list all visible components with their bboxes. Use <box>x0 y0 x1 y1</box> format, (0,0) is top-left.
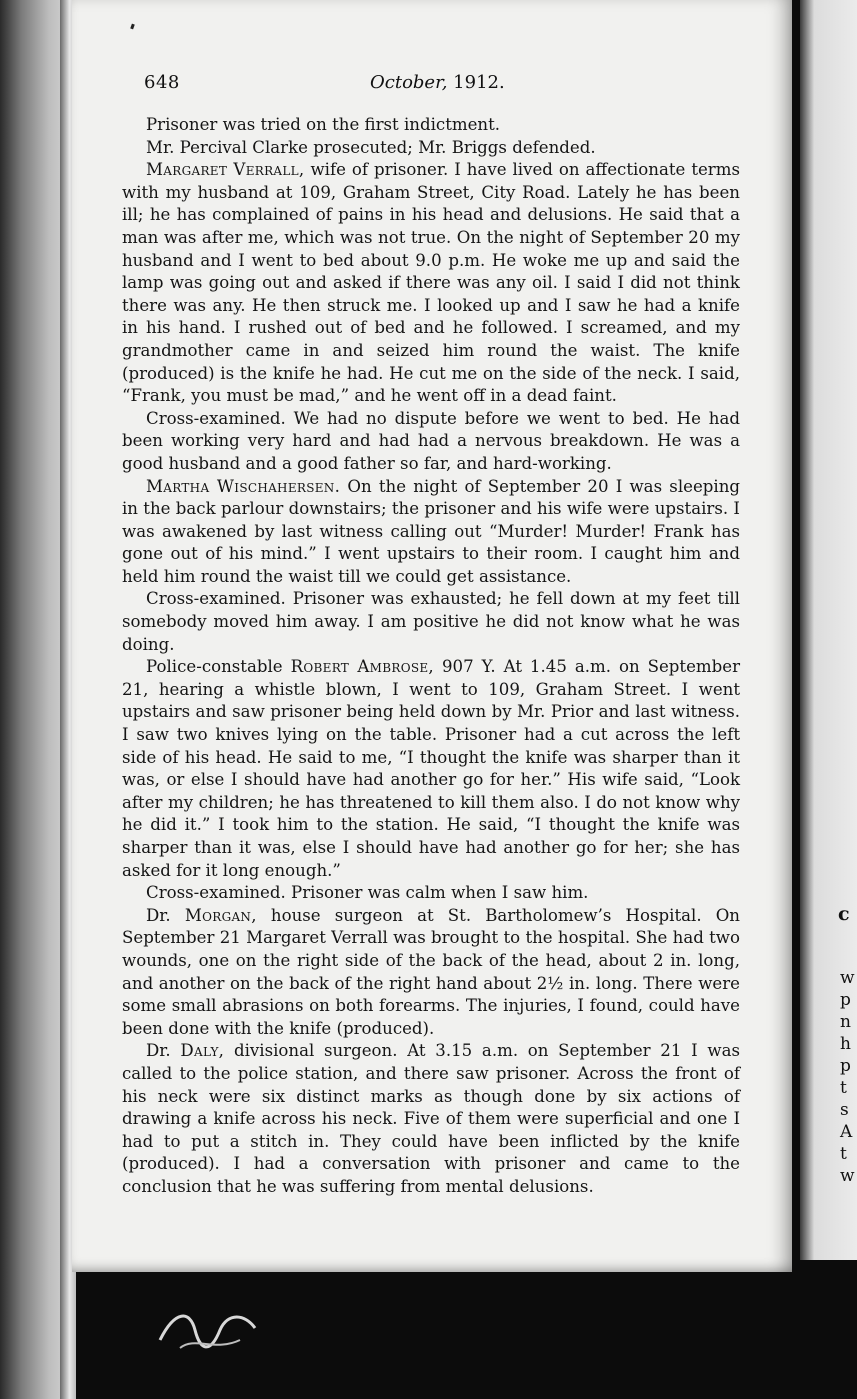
paragraph-text: On the night of September 20 I was sleeping in the back parlour downstairs; the prisoner and his wife were upstairs. I was awakened by last witness calling out “Murder! Murder! Frank has gone out of his mind.” I went upstairs to their room. I caught him and held him round the waist till we could get assistance. <box>122 476 741 586</box>
page-body <box>122 114 740 1199</box>
paragraph <box>122 882 740 905</box>
paragraph-text: divisional surgeon. At 3.15 a.m. on September 21 I was called to the police station, and there saw prisoner. Across the front of his neck were six distinct marks as though done by six actions of drawing a knife across his neck. Five of them were superficial and one I had to put a stitch in. They could have been inflicted by the knife (produced). I had a conversation with prisoner and came to the conclusion that he was suffering from mental delusions. <box>122 1041 740 1196</box>
paragraph <box>122 1040 740 1198</box>
witness-name: Morgan, <box>184 905 257 925</box>
paragraph <box>122 114 740 137</box>
facing-page-fragment: p <box>840 1056 851 1076</box>
paragraph-text: Cross-examined. Prisoner was calm when I saw him. <box>146 883 589 903</box>
witness-name: Robert Ambrose, <box>290 657 434 677</box>
paragraph <box>122 656 740 882</box>
facing-page-fragment: c <box>838 903 850 925</box>
paragraph <box>122 408 740 476</box>
paragraph <box>122 905 740 1041</box>
facing-page-fragment: n <box>840 1012 851 1032</box>
paragraph-text: 907 Y. At 1.45 a.m. on September 21, hearing a whistle blown, I went to 109, Graham Street. I went upstairs and saw prisoner being held down by Mr. Prior and last witness. I saw two knives lying on the table. Prisoner had a cut across the left side of his head. He said to me, “I thought the knife was sharper than it was, or else I should have had another go for her.” His wife said, “Look after my children; he has threatened to kill them also. I do not know why he did it.” I took him to the station. He said, “I thought the knife was sharper than it was, else I should have had another go for her; she has asked for it long enough.” <box>122 657 741 880</box>
paragraph <box>122 137 740 160</box>
facing-page-fragment: w <box>840 1166 855 1186</box>
paragraph-text: house surgeon at St. Bartholomew’s Hospital. On September 21 Margaret Verrall was brought to the hospital. She had two wounds, one on the right side of the back of the head, about 2 in. long, and another on the back of the right hand about 2½ in. long. There were some small abrasions on both forearms. The injuries, I found, could have been done with the knife (produced). <box>122 905 740 1038</box>
paragraph-text: Cross-examined. We had no dispute before we went to bed. He had been working very hard and had had a nervous breakdown. He was a good husband and a good father so far, and hard-working. <box>122 408 740 473</box>
header-year: 1912. <box>453 72 505 93</box>
ink-flourish <box>150 1300 270 1360</box>
paragraph <box>122 159 740 408</box>
page-number: 648 <box>144 72 180 93</box>
facing-page-fragment: s <box>840 1100 849 1120</box>
paragraph-text: wife of prisoner. I have lived on affectionate terms with my husband at 109, Graham Street, City Road. Lately he has been ill; he has complained of pains in his head and delusions. He said that a man was after me, which was not true. On the night of September 20 my husband and I went to bed about 9.0 p.m. He woke me up and said the lamp was going out and asked if there was any oil. I said I did not think there was any. He then struck me. I looked up and I saw he had a knife in his hand. I rushed out of bed and he followed. I screamed, and my grandmother came in and seized him round the waist. The knife (produced) is the knife he had. He cut me on the side of the neck. I said, “Frank, you must be mad,” and he went off in a dead faint. <box>122 160 740 406</box>
witness-title: Dr. <box>146 1041 181 1061</box>
paragraph <box>122 588 740 656</box>
paragraph-text: Prisoner was tried on the first indictment. <box>146 115 501 134</box>
paragraph-text: Cross-examined. Prisoner was exhausted; he fell down at my feet till somebody moved him away. I am positive he did not know what he was doing. <box>122 589 740 654</box>
paragraph <box>122 476 740 589</box>
facing-page-fragment: h <box>840 1034 851 1054</box>
header-month: October, <box>370 72 448 93</box>
facing-page-fragment: p <box>840 990 851 1010</box>
running-title <box>370 72 505 93</box>
witness-title: Dr. <box>146 905 185 925</box>
facing-page-fragment: w <box>840 968 855 988</box>
facing-page-fragment: t <box>840 1144 847 1164</box>
witness-title: Police-constable <box>146 657 291 677</box>
witness-name: Daly, <box>180 1041 225 1061</box>
facing-page-fragment: A <box>840 1122 853 1142</box>
facing-page-fragment: t <box>840 1078 847 1098</box>
paragraph-text: Mr. Percival Clarke prosecuted; Mr. Briggs defended. <box>146 137 596 157</box>
facing-page-edge <box>800 0 857 1260</box>
witness-name: Martha Wischahersen. <box>146 476 341 496</box>
witness-name: Margaret Verrall, <box>146 160 305 180</box>
